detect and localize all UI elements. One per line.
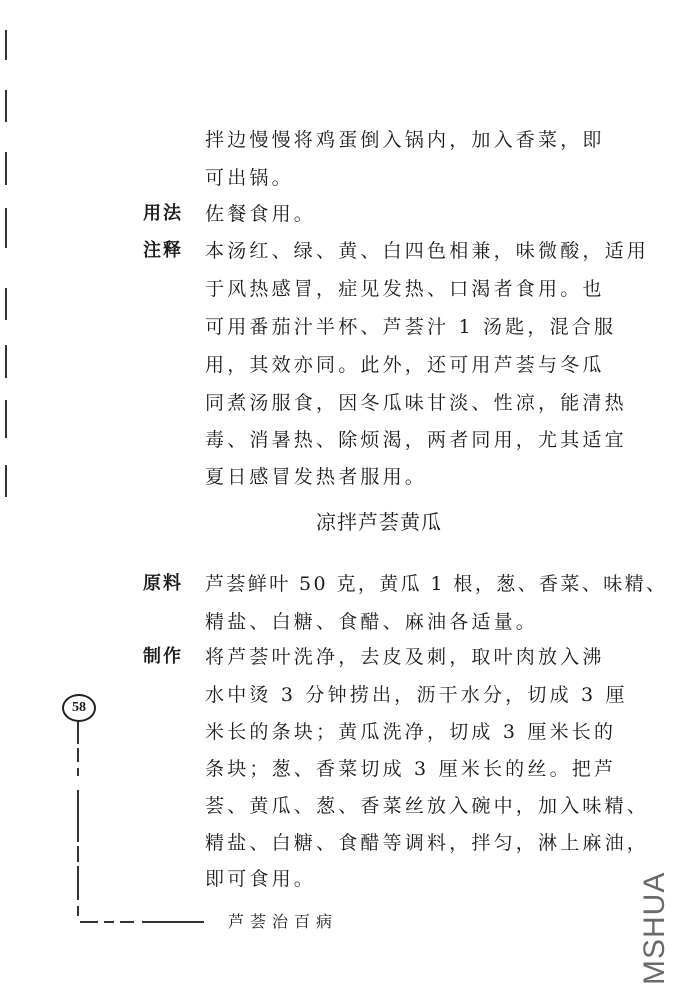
binding-mark (5, 30, 7, 60)
notes-line: 夏日感冒发热者服用。 (205, 466, 428, 488)
frame-line (77, 906, 79, 916)
binding-mark (5, 465, 7, 497)
notes-line: 用，其效亦同。此外，还可用芦荟与冬瓜 (205, 354, 605, 376)
ingredients-label: 原料 (143, 573, 183, 594)
notes-line: 本汤红、绿、黄、白四色相兼，味微酸，适用 (205, 240, 650, 262)
method-line: 可出锅。 (205, 167, 294, 189)
notes-line: 于风热感冒，症见发热、口渴者食用。也 (205, 278, 605, 300)
recipe-title: 凉拌芦荟黄瓜 (316, 510, 442, 534)
frame-line (120, 921, 134, 923)
method-line: 条块；葱、香菜切成 3 厘米长的丝。把芦 (205, 758, 617, 780)
frame-line (77, 748, 79, 762)
binding-mark (5, 400, 7, 438)
frame-line (77, 722, 79, 744)
method-line: 米长的条块；黄瓜洗净，切成 3 厘米长的 (205, 721, 617, 743)
method-line: 荟、黄瓜、葱、香菜丝放入碗中，加入味精、 (205, 795, 650, 817)
binding-mark (5, 288, 7, 320)
method-line: 水中烫 3 分钟捞出，沥干水分，切成 3 厘 (205, 684, 628, 706)
page-number-badge: 58 (62, 694, 96, 722)
frame-line (104, 921, 114, 923)
method-line: 精盐、白糖、食醋等调料，拌匀，淋上麻油， (205, 832, 650, 854)
binding-mark (5, 345, 7, 378)
method-line: 即可食用。 (205, 868, 317, 890)
frame-line (77, 866, 79, 900)
usage-text: 佐餐食用。 (205, 203, 317, 225)
frame-line (77, 790, 79, 842)
binding-mark (5, 152, 7, 185)
notes-line: 同煮汤服食，因冬瓜味甘淡、性凉，能清热 (205, 392, 627, 414)
frame-line (77, 768, 79, 776)
ingredients-line: 精盐、白糖、食醋、麻油各适量。 (205, 611, 539, 633)
method-line: 将芦荟叶洗净，去皮及刺，取叶肉放入沸 (205, 646, 605, 668)
frame-line (77, 846, 79, 862)
usage-label: 用法 (143, 203, 183, 224)
frame-line (142, 921, 204, 923)
running-footer-title: 芦荟治百病 (228, 912, 339, 931)
binding-mark (5, 90, 7, 122)
method-line: 拌边慢慢将鸡蛋倒入锅内，加入香菜，即 (205, 129, 605, 151)
ingredients-line: 芦荟鲜叶 50 克，黄瓜 1 根，葱、香菜、味精、 (205, 573, 668, 595)
frame-line (80, 921, 98, 923)
watermark: MSHUA (638, 871, 671, 985)
binding-mark (5, 208, 7, 248)
notes-line: 毒、消暑热、除烦渴，两者同用，尤其适宜 (205, 429, 627, 451)
method-label: 制作 (143, 646, 183, 667)
notes-line: 可用番茄汁半杯、芦荟汁 1 汤匙，混合服 (205, 316, 617, 338)
notes-label: 注释 (143, 240, 183, 261)
